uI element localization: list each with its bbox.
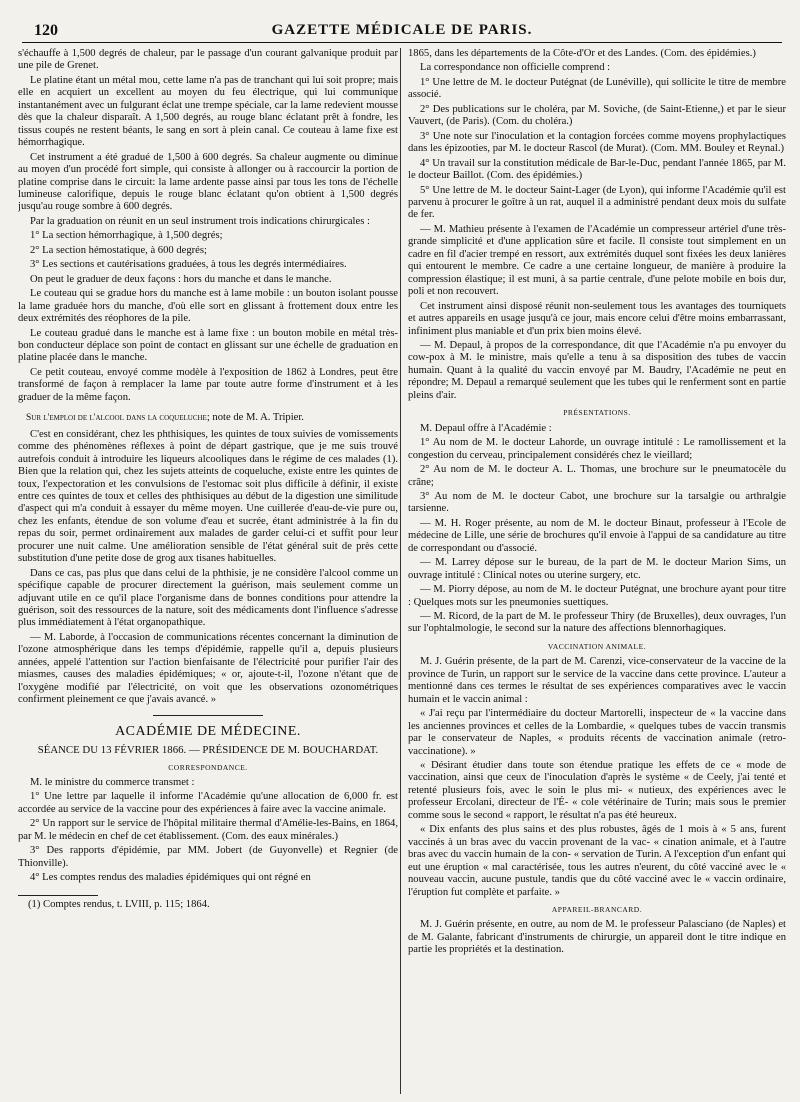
paragraph: On peut le graduer de deux façons : hors du manche et dans le manche. bbox=[30, 273, 332, 285]
footnote: (1) Comptes rendus, t. LVIII, p. 115; 1864. bbox=[28, 898, 210, 910]
paragraph: M. le ministre du commerce transmet : bbox=[30, 777, 195, 789]
presentations-heading: PRÉSENTATIONS. bbox=[563, 408, 631, 418]
paragraph: Ce petit couteau, envoyé comme modèle à l'exposition de 1862 à Londres, peut être transformé de façon à remplacer la lame par toute autre forme d'instrument et à les graduer de la même façon. bbox=[18, 366, 398, 403]
academy-title: ACADÉMIE DE MÉDECINE. bbox=[115, 723, 301, 739]
list-item: 1° Au nom de M. le docteur Lahorde, un ouvrage intitulé : Le ramollissement et la congestion du cerveau, principalement considérés chez le vieillard; bbox=[408, 437, 786, 461]
paragraph: Dans ce cas, pas plus que dans celui de la phthisie, je ne considère l'alcool comme un spécifique capable de procurer directement la guérison, mais seulement comme un adjuvant utile en ce qu'il place l'organisme dans de bonnes conditions pour attendre la guérison, soit des ressources de la nature, soit des médicaments dont l'influence s'adresse plus immédiatement à l'état organopathique. bbox=[18, 567, 398, 629]
quotation: « J'ai reçu par l'intermédiaire du docteur Martorelli, inspecteur de « la vaccine dans les anciennes provinces et celles de la Lombardie, « quelques tubes de vaccin transmis par le conservateur de Naples, « produits récents de vaccination animale (retro-vaccinatione). » bbox=[408, 708, 786, 757]
paragraph: — M. Piorry dépose, au nom de M. le docteur Putégnat, une brochure ayant pour titre : Quelques mots sur les pneumonies suettiques. bbox=[408, 584, 786, 608]
paragraph: — M. Larrey dépose sur le bureau, de la part de M. le docteur Marion Sims, un ouvrage intitulé : Clinical notes ou uterine surgery, etc. bbox=[408, 557, 786, 581]
paragraph: M. J. Guérin présente, de la part de M. Carenzi, vice-conservateur de la vaccine de la province de Turin, un rapport sur le service de la vaccine dans cette province. L'auteur a mentionné dans ces termes le résultat de ses expériences comparatives avec le vaccin humain et le vaccin animal : bbox=[408, 656, 786, 705]
list-item: 1° Une lettre par laquelle il informe l'Académie qu'une allocation de 6,000 fr. est accordée au service de la vaccine pour des expériences à faire avec la vaccine animale. bbox=[18, 791, 398, 815]
page-number: 120 bbox=[34, 22, 58, 39]
paragraph: Cet instrument ainsi disposé réunit non-seulement tous les avantages des tourniquets et autres appareils en usage jusqu'à ce jour, mais encore celui d'être moins embarrassant, infiniment plus maniable et d'un prix bien moins élevé. bbox=[408, 300, 786, 337]
paragraph: La correspondance non officielle comprend : bbox=[420, 62, 611, 74]
paragraph: — M. Ricord, de la part de M. le professeur Thiry (de Bruxelles), deux ouvrages, l'un sur l'ophtalmologie, le second sur la nature des affections blennorhagiques. bbox=[408, 611, 786, 635]
paragraph: s'échauffe à 1,500 degrés de chaleur, par le passage d'un courant galvanique produit par une pile de Grenet. bbox=[18, 48, 398, 72]
list-item: 1° Une lettre de M. le docteur Putégnat (de Lunéville), qui sollicite le titre de membre associé. bbox=[408, 76, 786, 101]
vaccination-heading: VACCINATION ANIMALE. bbox=[547, 641, 647, 651]
paragraph: Le couteau qui se gradue hors du manche est à lame mobile : un bouton isolant pousse la lame graduée hors du manche, d'où elle sort en glissant à frottement doux entre les deux extrémités des réophores de la pile. bbox=[18, 288, 398, 325]
paragraph: Par la graduation on réunit en un seul instrument trois indications chirurgicales : bbox=[30, 215, 370, 227]
paragraph: Le platine étant un métal mou, cette lame n'a pas de tranchant qui lui soit propre; mais elle en acquiert un excellent au moyen du feu électrique, qui lui communique instantanément avec un fulgurant éclat une trempe spéciale, car la lame redevient mousse dès que la chaleur disparaît. A 1,500 degrés, au rouge blanc éclatant prêt à fondre, les tissus coupés ne restent béants, le sang en sort à plein canal. Ce couteau à lame fixe est hémorrhagique. bbox=[18, 74, 398, 149]
paragraph: C'est en considérant, chez les phthisiques, les quintes de toux suivies de vomissements comme des phénomènes réflexes à point de départ gastrique, que je me suis trouvé autrefois conduit à introduire les liqueurs alcooliques dans le régime de ces malades (1). Bien que la relation qui, chez les sujets atteints de coqueluche, existe entre les quintes de toux, l'expectoration et les convulsions de l'estomac soit plus difficile à définir, il existe entre ces quintes de toux et celles des phthisiques au début de la digestion une similitude d'aspect qui m'a conduit à essayer du même moyen. Une cuillerée d'eau-de-vie pure ou, chez les enfants, étendue de son volume d'eau et sucrée, étant administrée à la fin du repas du soir, permet ordinairement aux malades de garder celui-ci et suffit pour leur procurer une nuit calme. Une amélioration sensible de l'état général suit de près cette substitution d'une petite dose de grog aux tisanes habituelles. bbox=[18, 428, 398, 565]
journal-title: GAZETTE MÉDICALE DE PARIS. bbox=[271, 22, 533, 38]
column-divider bbox=[400, 48, 401, 1094]
session-heading: SÉANCE DU 13 FÉVRIER 1866. — PRÉSIDENCE DE M. BOUCHARDAT. bbox=[37, 744, 379, 757]
right-column bbox=[408, 48, 786, 1094]
list-item: 4° Les comptes rendus des maladies épidémiques qui ont régné en bbox=[30, 872, 311, 884]
paragraph: M. Depaul offre à l'Académie : bbox=[420, 422, 552, 434]
list-item: 4° Un travail sur la constitution médicale de Bar-le-Duc, pendant l'année 1865, par M. le docteur Baillot. (Com. des épidémies.) bbox=[408, 157, 786, 182]
list-item: 3° Les sections et cautérisations graduées, à tous les degrés intermédiaires. bbox=[30, 259, 347, 271]
article-title bbox=[18, 412, 398, 424]
article-title-author: ; note de M. A. Tripier. bbox=[206, 412, 304, 424]
paragraph: Le couteau gradué dans le manche est à lame fixe : un bouton mobile en métal très-bon conducteur déplace son point de contact en glissant sur une échelle de graduation en platine placée dans le manche. bbox=[18, 327, 398, 364]
list-item: 3° Une note sur l'inoculation et la contagion forcées comme moyens prophylactiques dans les épizooties, par M. le docteur Rascol (de Murat). (Com. MM. Bouley et Reynal.) bbox=[408, 130, 786, 155]
article-title-main: Sur l'emploi de l'alcool dans la coqueluche bbox=[26, 413, 207, 424]
list-item: 3° Des rapports d'épidémie, par MM. Jobert (de Guyonvelle) et Regnier (de Thionville). bbox=[18, 845, 398, 869]
paragraph: Cet instrument a été gradué de 1,500 à 600 degrés. Sa chaleur augmente ou diminue au moyen d'un procédé fort simple, qui consiste à allonger ou à raccourcir la portion de platine comprise dans le circuit: la lame ardente passe ainsi par tous les tons de l'échelle lumineuse calorifique, depuis le rouge blanc éclatant qu'on obtient à 1,500 degrés jusqu'au rouge sombre à 600 degrés. bbox=[18, 151, 398, 213]
list-item: 2° Un rapport sur le service de l'hôpital militaire thermal d'Amélie-les-Bains, en 1864, par M. le médecin en chef de cet établissement. (Com. des eaux minérales.) bbox=[18, 818, 398, 842]
appareil-heading: APPAREIL-BRANCARD. bbox=[551, 905, 643, 914]
correspondance-heading: CORRESPONDANCE. bbox=[168, 762, 248, 772]
paragraph: — M. Laborde, à l'occasion de communications récentes concernant la diminution de l'ozone atmosphérique dans les temps d'épidémie, rappelle qu'il a, depuis plusieurs années, appelé l'attention sur l'action bienfaisante de l'électricité pour purifier l'air des miasmes, causes des maladies épidémiques; « or, ajoute-t-il, l'ozone n'étant que de l'oxygène modifié par l'électricité, on voit que les observations ozonométriques confirment pleinement ce que j'avais avancé. » bbox=[18, 631, 398, 706]
quotation: « Dix enfants des plus sains et des plus robustes, âgés de 1 mois à « 5 ans, furent vaccinés à un bras avec du vaccin provenant de la vac- « cination animale, et à l'autre bras avec du vaccin humain de la con- « servation de Turin. A l'exception d'un enfant qui eut une éruption « mal caractérisée, tous les autres n'eurent, du côté vacciné avec le « nouveau vaccin, aucune pustule, tandis que du côté vacciné avec le « vaccin ordinaire, l'éruption fut complète et parfaite. » bbox=[408, 824, 786, 898]
paragraph: M. J. Guérin présente, en outre, au nom de M. le professeur Palasciano (de Naples) et de M. Galante, fabricant d'instruments de chirurgie, un appareil dont le titre indique en partie les propriétés et la destination. bbox=[408, 919, 786, 956]
paragraph: 1865, dans les départements de la Côte-d'Or et des Landes. (Com. des épidémies.) bbox=[408, 48, 756, 59]
list-item: 5° Une lettre de M. le docteur Saint-Lager (de Lyon), qui informe l'Académie qu'il est parvenu à procurer le goître à un rat, auquel il a administré pendant deux mois du sulfate de fer. bbox=[408, 184, 786, 221]
list-item: 2° Des publications sur le choléra, par M. Soviche, (de Saint-Etienne,) et par le sieur Vauvert, (de Paris). (Com. du choléra.) bbox=[408, 103, 786, 128]
quotation: « Désirant étudier dans toute son étendue pratique les effets de ce « mode de vaccination, ainsi que ceux de l'inoculation d'après le système « de Ceely, j'ai tenté et retenté plusieurs fois, avec le soin le plus mi- « nutieux, des expériences avec le professeur Ercolani, directeur de l'É- « cole vétérinaire de Turin; mais sous le premier comme sous le second « rapport, le résultat n'a pas été heureux. bbox=[408, 760, 786, 821]
paragraph: — M. H. Roger présente, au nom de M. le docteur Binaut, professeur à l'Ecole de médecine de Lille, une série de brochures qu'il envoie à l'appui de sa candidature au titre de correspondant ou d'associé. bbox=[408, 517, 786, 554]
left-column bbox=[18, 48, 398, 1094]
list-item: 1° La section hémorrhagique, à 1,500 degrés; bbox=[30, 230, 223, 242]
page-header bbox=[22, 14, 782, 43]
footnote-divider bbox=[18, 895, 98, 896]
paragraph: — M. Depaul, à propos de la correspondance, dit que l'Académie n'a pu envoyer du cow-pox à M. le ministre, mais qu'elle a tenu à sa disposition des tubes de vaccin humain. Quant à la qualité du vaccin envoyé par M. Baudry, l'Académie ne peut en répondre; M. Depaul a remarqué seulement que les tubes qui le renferment sont en partie pleins d'air. bbox=[408, 339, 786, 401]
paragraph: — M. Mathieu présente à l'examen de l'Académie un compresseur artériel d'une très-grande simplicité et d'une application sûre et facile. Il consiste tout simplement en un cadre en fil d'acier trempé en ressort, aux extrémités duquel sont fixées les deux lanières qui entourent le membre. Ce cadre a une certaine longueur, de manière à produire la compression élastique; il est muni, à sa partie centrale, d'une pelote mobile en bois dur, poli et non recouvert. bbox=[408, 223, 786, 298]
list-item: 2° Au nom de M. le docteur A. L. Thomas, une brochure sur le pneumatocèle du crâne; bbox=[408, 464, 786, 488]
list-item: 3° Au nom de M. le docteur Cabot, une brochure sur la tarsalgie ou arthralgie tarsienne. bbox=[408, 490, 786, 515]
list-item: 2° La section hémostatique, à 600 degrés; bbox=[30, 244, 207, 256]
section-divider bbox=[153, 715, 263, 716]
